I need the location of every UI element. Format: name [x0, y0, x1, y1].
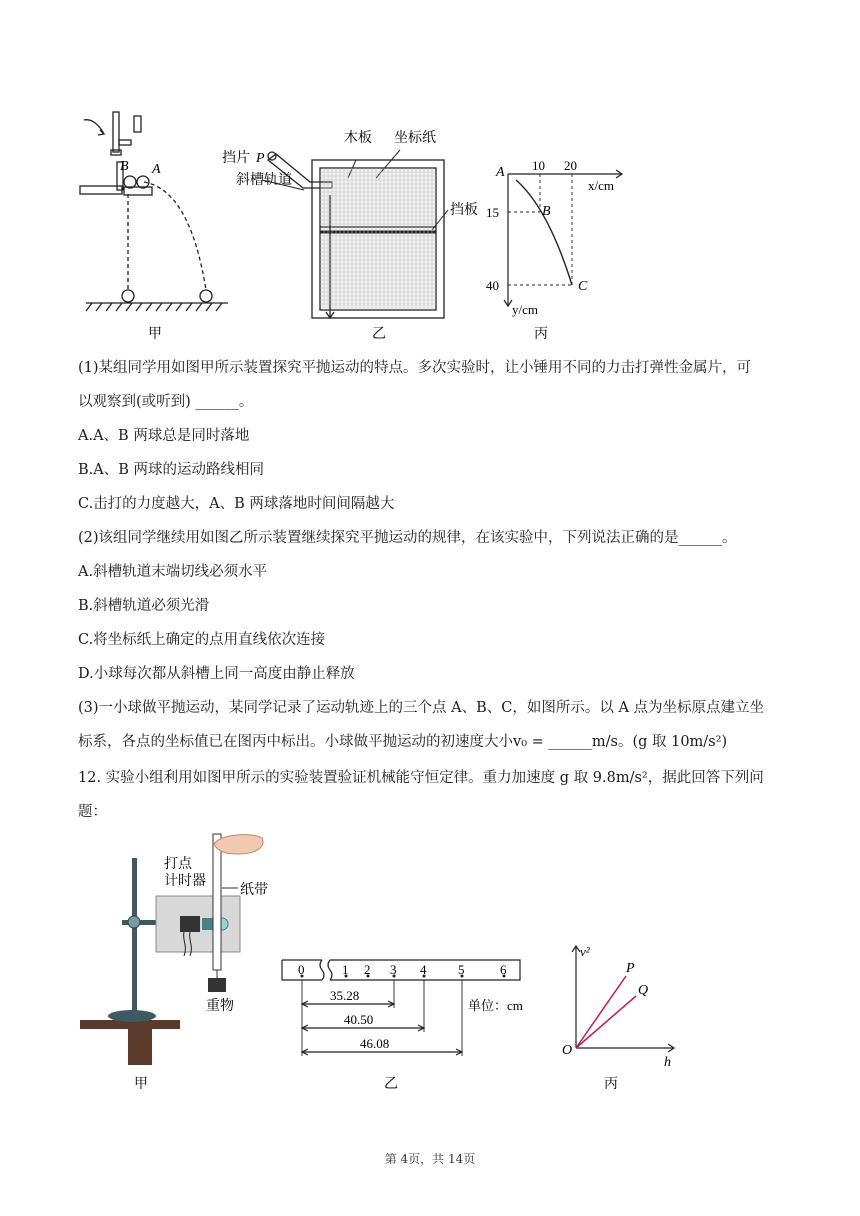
fig2-bing-caption: 丙: [604, 1077, 618, 1092]
fig1-yi-label-baffle-piece: 挡片: [222, 151, 250, 166]
fig2-bing-graph: [572, 946, 674, 1052]
fig1-yi-label-p: P: [256, 151, 265, 166]
fig1-yi-label-chute: 斜槽轨道: [236, 173, 292, 188]
fig1-jia-label-b: B: [120, 159, 129, 174]
fig1-jia-apparatus: [80, 112, 228, 311]
fig2-bing-label-p: P: [626, 961, 635, 976]
q1-option-c: C.击打的力度越大，A、B 两球落地时间间隔越大: [78, 496, 395, 512]
fig2-yi-unit: 单位：cm: [468, 998, 523, 1013]
fig2-bing-y-axis-label: v²: [580, 944, 590, 959]
figure-1: [0, 100, 860, 350]
q1-option-a: A.A、B 两球总是同时落地: [78, 428, 250, 444]
q2-option-c: C.将坐标纸上确定的点用直线依次连接: [78, 632, 326, 648]
q2-option-b: B.斜槽轨道必须光滑: [78, 598, 210, 614]
fig2-yi-mark-1: 1: [342, 962, 349, 977]
fig1-bing-tick-10: 10: [532, 158, 545, 173]
q12-stem-line1: 12. 实验小组利用如图甲所示的实验装置验证机械能守恒定律。重力加速度 g 取 9.8m/s²，据此回答下列问: [78, 770, 764, 786]
q3-stem-line2: 标系，各点的坐标值已在图丙中标出。小球做平抛运动的初速度大小v₀ = ______m/s。(g 取 10m/s²): [78, 734, 728, 750]
fig1-bing-label-a: A: [496, 165, 505, 180]
q2-stem: (2)该组同学继续用如图乙所示装置继续探究平抛运动的规律，在该实验中，下列说法正确的是______。: [78, 530, 737, 546]
fig2-bing-origin: O: [562, 1043, 573, 1058]
fig2-yi-mark-0: 0: [298, 962, 305, 977]
fig2-jia-label-weight: 重物: [206, 999, 234, 1014]
fig2-yi-dist-5: 46.08: [360, 1036, 390, 1051]
fig2-yi-mark-5: 5: [458, 962, 465, 977]
fig1-jia-label-a: A: [152, 162, 161, 177]
fig1-bing-tick-15: 15: [486, 205, 499, 220]
fig1-yi-label-stopper: 挡板: [450, 203, 478, 218]
fig1-yi-caption: 乙: [372, 327, 386, 342]
fig1-bing-x-axis-label: x/cm: [588, 178, 614, 193]
fig2-yi-mark-3: 3: [390, 962, 397, 977]
fig2-yi-mark-2: 2: [364, 962, 371, 977]
fig2-bing-x-axis-label: h: [664, 1055, 671, 1070]
fig2-jia-label-timer2: 计时器: [164, 874, 206, 889]
q3-stem-line1: (3)一小球做平抛运动，某同学记录了运动轨迹上的三个点 A、B、C，如图所示。以 A 点为坐标原点建立坐: [78, 700, 765, 716]
fig2-jia-caption: 甲: [134, 1077, 148, 1092]
q12-stem-line2: 题：: [78, 804, 107, 820]
fig1-jia-caption: 甲: [148, 327, 162, 342]
fig2-jia-label-tape: 纸带: [240, 883, 268, 898]
fig2-yi-dist-4: 40.50: [344, 1012, 374, 1027]
fig2-yi-dist-3: 35.28: [330, 988, 360, 1003]
fig1-bing-caption: 丙: [534, 327, 548, 342]
q1-option-b: B.A、B 两球的运动路线相同: [78, 462, 264, 478]
q1-stem-line2: 以观察到(或听到) ______。: [78, 394, 254, 410]
fig2-bing-label-q: Q: [638, 983, 649, 998]
fig1-bing-label-b: B: [542, 204, 551, 219]
fig1-bing-label-c: C: [578, 279, 588, 294]
q2-option-a: A.斜槽轨道末端切线必须水平: [78, 564, 268, 580]
fig2-yi-caption: 乙: [384, 1077, 398, 1092]
fig1-bing-y-axis-label: y/cm: [512, 302, 538, 317]
figure-2: [0, 820, 860, 1100]
fig1-yi-label-board: 木板: [344, 131, 372, 146]
fig2-yi-mark-4: 4: [420, 962, 427, 977]
q1-stem-line1: (1)某组同学用如图甲所示装置探究平抛运动的特点。多次实验时，让小锤用不同的力击打弹性金属片，可: [78, 360, 752, 376]
fig2-yi-mark-6: 6: [500, 962, 507, 977]
page-footer: 第 4页，共 14页: [384, 1152, 476, 1166]
q2-option-d: D.小球每次都从斜槽上同一高度由静止释放: [78, 666, 355, 682]
fig1-bing-tick-20: 20: [564, 158, 577, 173]
fig1-yi-label-grid-paper: 坐标纸: [394, 131, 436, 146]
fig1-bing-tick-40: 40: [486, 278, 499, 293]
fig2-jia-label-timer: 打点: [164, 857, 192, 872]
